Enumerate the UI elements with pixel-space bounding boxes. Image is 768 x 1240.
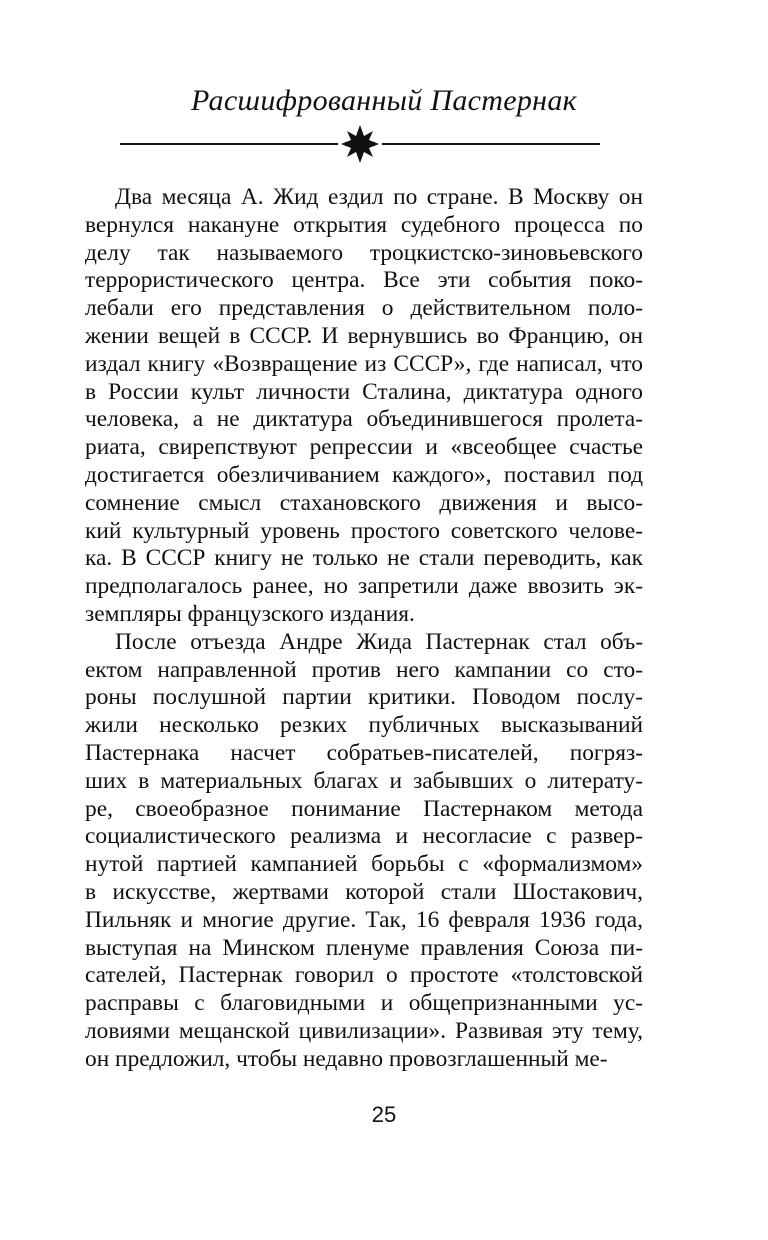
text-line: террористического центра. Все эти события поко- xyxy=(85,267,643,294)
text-line: в России культ личности Сталина, диктатура одного xyxy=(85,378,643,405)
text-line: сателей, Пастернак говорил о простоте «толстовской xyxy=(85,962,643,989)
text-line: нутой партией кампанией борьбы с «формализмом» xyxy=(85,851,643,878)
text-line: ектом направленной против него кампании со сто- xyxy=(85,656,643,683)
text-line: земпляры французского издания. xyxy=(85,600,415,627)
running-title: Расшифрованный Пастернак xyxy=(191,84,577,117)
text-line: ка. В СССР книгу не только не стали переводить, как xyxy=(85,545,643,572)
text-line: социалистического реализма и несогласие с развер- xyxy=(85,823,643,850)
text-line: кий культурный уровень простого советского челове- xyxy=(85,517,643,544)
text-line: Пильняк и многие другие. Так, 16 февраля 1936 года, xyxy=(85,906,643,933)
text-line: ших в материальных благах и забывших о литерату- xyxy=(85,767,643,794)
text-line: выступая на Минском пленуме правления Союза пи- xyxy=(85,934,643,961)
text-line: издал книгу «Возвращение из СССР», где написал, что xyxy=(85,350,643,377)
text-line: человека, а не диктатура объединившегося пролета- xyxy=(85,406,643,433)
text-line: сомнение смысл стахановского движения и высо- xyxy=(85,489,643,516)
text-line: делу так называемого троцкистско-зиновьевского xyxy=(85,239,643,266)
text-line: предполагалось ранее, но запретили даже ввозить эк- xyxy=(85,573,643,600)
text-line: жили несколько резких публичных высказываний xyxy=(85,712,643,739)
text-line: Два месяца А. Жид ездил по стране. В Москву он xyxy=(115,184,643,210)
text-line: он предложил, чтобы недавно провозглашенный ме- xyxy=(85,1045,608,1072)
star-ornament-icon xyxy=(341,125,379,163)
page-number: 25 xyxy=(371,1102,397,1127)
body-text xyxy=(85,184,643,1074)
text-line: риата, свирепствуют репрессии и «всеобщее счастье xyxy=(85,434,643,461)
text-line: лебали его представления о действительном поло- xyxy=(85,295,643,322)
text-line: роны послушной партии критики. Поводом послу- xyxy=(85,684,643,711)
text-line: расправы с благовидными и общепризнанными ус- xyxy=(85,990,643,1017)
text-line: в искусстве, жертвами которой стали Шостакович, xyxy=(85,878,643,905)
paragraph xyxy=(85,629,643,1074)
text-line: достигается обезличиванием каждого», поставил под xyxy=(85,461,643,488)
text-line: Пастернака насчет собратьев-писателей, погряз- xyxy=(85,739,643,766)
text-line: После отъезда Андре Жида Пастернак стал объ- xyxy=(115,628,643,655)
text-line: жении вещей в СССР. И вернувшись во Францию, он xyxy=(85,322,643,349)
paragraph xyxy=(85,184,643,629)
text-line: ловиями мещанской цивилизации». Развивая эту тему, xyxy=(85,1017,643,1044)
ornament-rule xyxy=(120,124,600,164)
text-line: вернулся накануне открытия судебного процесса по xyxy=(85,211,643,238)
text-line: ре, своеобразное понимание Пастернаком метода xyxy=(85,795,643,822)
